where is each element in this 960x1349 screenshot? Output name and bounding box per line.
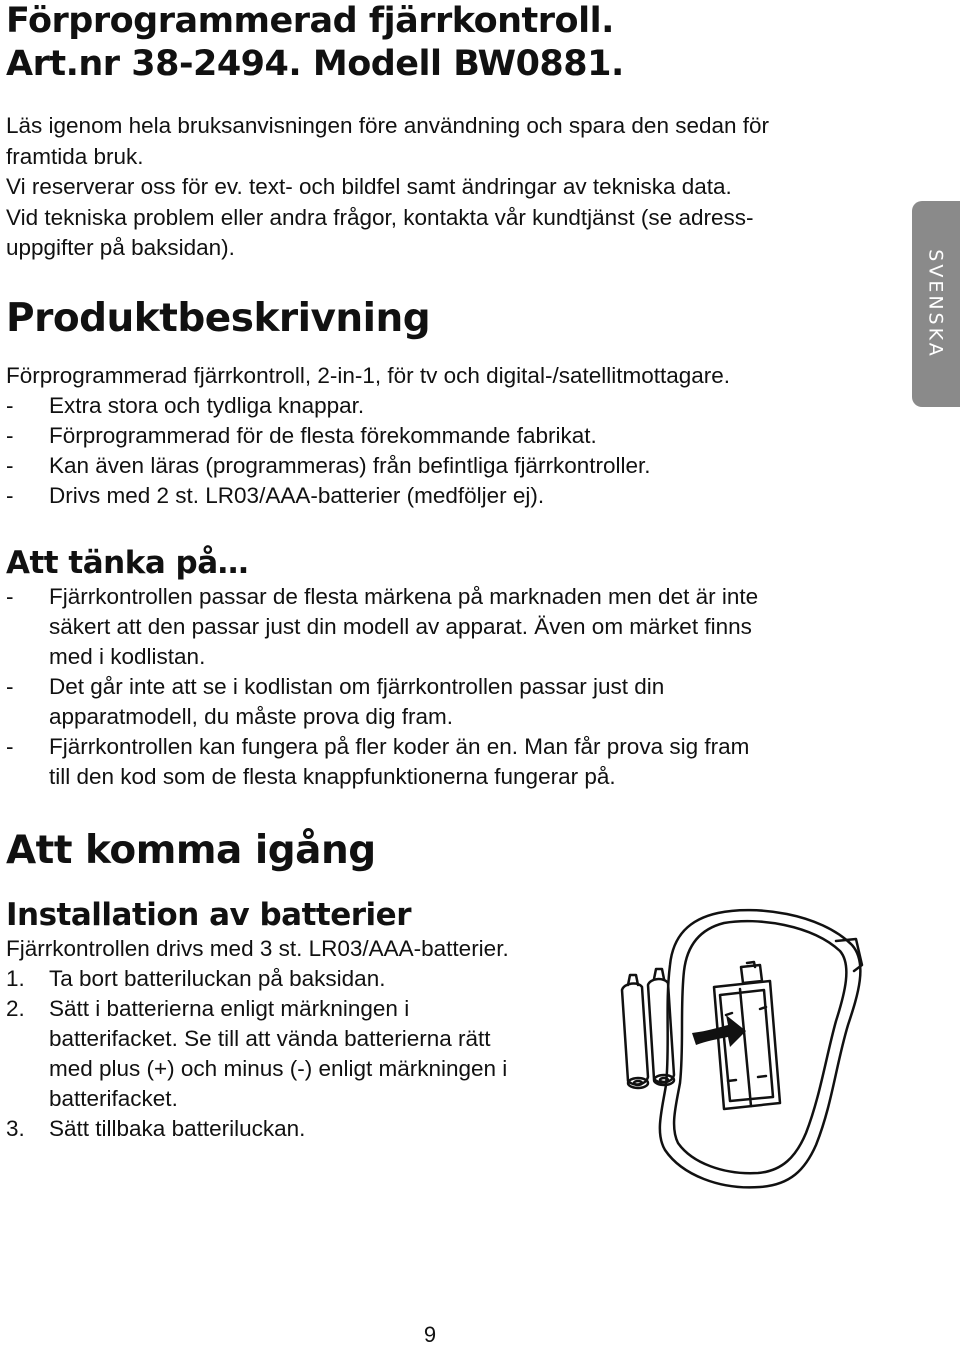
- list-dash: -: [6, 584, 14, 609]
- list-item-line: Fjärrkontrollen passar de flesta märkena på marknaden men det är inte: [49, 584, 759, 609]
- title-line-2: Art.nr 38-2494. Modell BW0881.: [6, 44, 624, 84]
- heading-att-tanka-pa: Att tänka på…: [6, 545, 249, 581]
- list-item-line: Fjärrkontrollen kan fungera på fler koder än en. Man får prova sig fram: [49, 734, 750, 759]
- list-dash: -: [6, 734, 14, 759]
- list-dash: -: [6, 393, 14, 418]
- list-dash: -: [6, 674, 14, 699]
- heading-installation-av-batterier: Installation av batterier: [6, 897, 411, 933]
- step-line: Sätt tillbaka batteriluckan.: [49, 1116, 306, 1141]
- list-dash: -: [6, 453, 14, 478]
- list-item: [6, 451, 730, 481]
- list-item-text: Drivs med 2 st. LR03/AAA-batterier (medföljer ej).: [49, 483, 545, 508]
- step-line: med plus (+) och minus (-) enligt märkningen i: [49, 1056, 508, 1081]
- intro-line: uppgifter på baksidan).: [6, 235, 235, 260]
- intro-line: Vid tekniska problem eller andra frågor, kontakta vår kundtjänst (se adress-: [6, 204, 754, 230]
- language-side-tab: [912, 201, 960, 407]
- list-dash: -: [6, 483, 14, 508]
- intro-line: Läs igenom hela bruksanvisningen före användning och spara den sedan för: [6, 113, 770, 138]
- language-tab-label: SVENSKA: [925, 249, 947, 359]
- heading-produktbeskrivning: Produktbeskrivning: [6, 296, 431, 341]
- step-number: 3.: [6, 1116, 25, 1141]
- list-item-text: Kan även läras (programmeras) från befintliga fjärrkontroller.: [49, 453, 651, 478]
- list-item: [6, 732, 758, 792]
- list-item-text: Extra stora och tydliga knappar.: [49, 393, 365, 418]
- step-number: 2.: [6, 996, 25, 1021]
- list-item-line: med i kodlistan.: [49, 644, 206, 669]
- list-item-text: Förprogrammerad för de flesta förekommande fabrikat.: [49, 423, 597, 448]
- list-item-line: Det går inte att se i kodlistan om fjärrkontrollen passar just din: [49, 674, 665, 699]
- intro-line: Vi reserverar oss för ev. text- och bildfel samt ändringar av tekniska data.: [6, 174, 732, 199]
- page-number: 9: [423, 1322, 437, 1347]
- list-item: [6, 481, 730, 511]
- list-dash: -: [6, 423, 14, 448]
- step-item: [6, 1114, 509, 1144]
- battery-installation-illustration: [600, 905, 900, 1205]
- list-item: [6, 391, 730, 421]
- step-item: [6, 994, 509, 1114]
- step-line: batterifacket. Se till att vända batterierna rätt: [49, 1026, 491, 1051]
- intro-paragraph: [6, 111, 886, 264]
- product-lead: Förprogrammerad fjärrkontroll, 2-in-1, för tv och digital-/satellitmottagare.: [6, 363, 731, 388]
- heading-att-komma-igang: Att komma igång: [6, 828, 376, 873]
- step-item: [6, 964, 509, 994]
- list-item: [6, 672, 758, 732]
- list-item: [6, 582, 758, 672]
- list-item: [6, 421, 730, 451]
- product-description: [6, 361, 730, 511]
- intro-line: framtida bruk.: [6, 143, 144, 169]
- step-number: 1.: [6, 966, 25, 991]
- step-line: Sätt i batterierna enligt märkningen i: [49, 996, 410, 1021]
- list-item-line: till den kod som de flesta knappfunktionerna fungerar på.: [49, 764, 616, 789]
- step-line: batterifacket.: [49, 1086, 178, 1111]
- document-title: [6, 0, 624, 86]
- title-line-1: Förprogrammerad fjärrkontroll.: [6, 1, 614, 41]
- considerations-list: [6, 582, 758, 792]
- list-item-line: säkert att den passar just din modell av apparat. Även om märket finns: [49, 614, 752, 639]
- step-line: Ta bort batteriluckan på baksidan.: [49, 966, 386, 991]
- list-item-line: apparatmodell, du måste prova dig fram.: [49, 704, 453, 729]
- battery-instructions: [6, 934, 509, 1144]
- battery-lead: Fjärrkontrollen drivs med 3 st. LR03/AAA-batterier.: [6, 936, 509, 961]
